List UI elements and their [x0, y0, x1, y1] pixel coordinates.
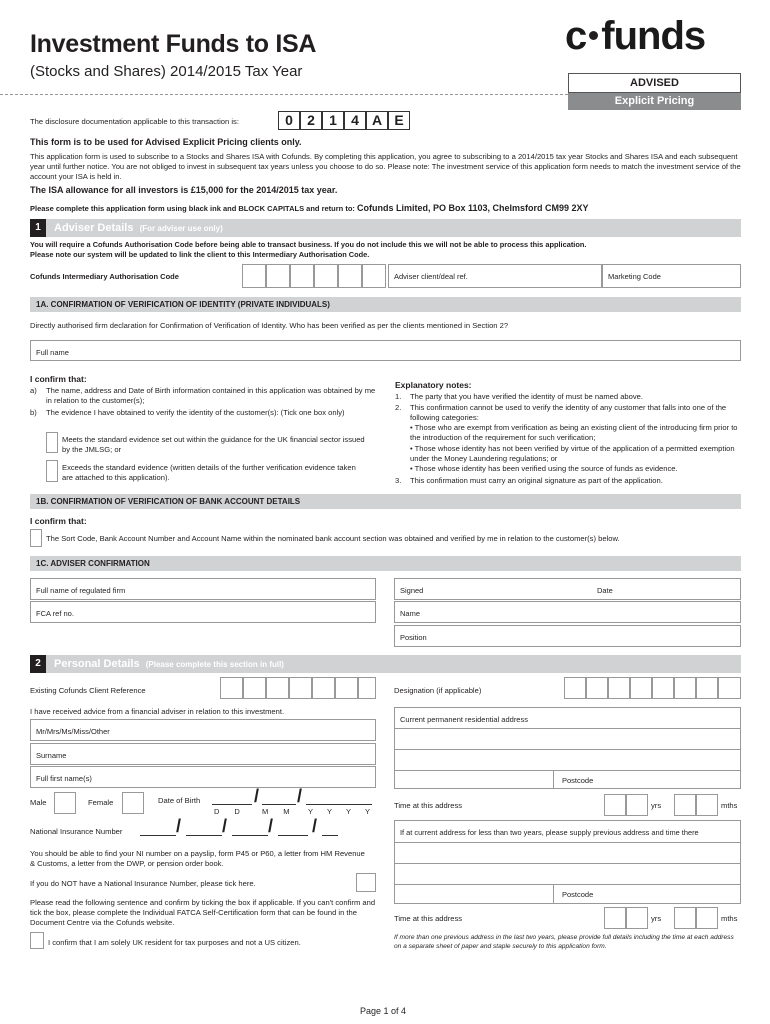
postcode-label: Postcode: [562, 890, 594, 899]
field-label: Current permanent residential address: [400, 715, 528, 724]
auth-code-digit-input[interactable]: [362, 264, 386, 288]
multiple-addresses-note: If more than one previous address in the last two years, please provide full details including the time at each address on a separate sheet of paper and staple securely to this application form.: [394, 934, 734, 950]
client-ref-digit-input[interactable]: [243, 677, 266, 699]
designation-digit-input[interactable]: [608, 677, 630, 699]
client-ref-digit-input[interactable]: [312, 677, 335, 699]
section-title: 1B. CONFIRMATION OF VERIFICATION OF BANK ACCOUNT DETAILS: [36, 497, 301, 506]
field-label: Date: [597, 586, 613, 595]
ni-part-input[interactable]: [232, 824, 268, 836]
ni-part-input[interactable]: [278, 824, 308, 836]
uk-resident-checkbox[interactable]: [30, 932, 44, 949]
divider: [395, 749, 740, 750]
previous-address-field[interactable]: [394, 820, 741, 904]
dob-separator: /: [297, 786, 303, 806]
intro-paragraph: This application form is used to subscribe to a Stocks and Shares ISA with Cofunds. By completing this application, you agree to subscribing to a 2014/2015 tax year Stocks and Shares ISA and each subsequent year until further notice. You are not obliged to invest in subsequent tax years unless you choose to do so. Please note: The investment service of this application form needs to match the investment service of the account your ISA is held in.: [30, 152, 741, 181]
return-instructions: [30, 203, 589, 213]
return-address: Cofunds Limited, PO Box 1103, Chelmsford CM99 2XY: [357, 203, 589, 213]
months-digit-input[interactable]: [696, 794, 718, 816]
exceeds-evidence-checkbox[interactable]: [46, 460, 58, 482]
months-digit-input[interactable]: [674, 794, 696, 816]
section-title: 1A. CONFIRMATION OF VERIFICATION OF IDENTITY (PRIVATE INDIVIDUALS): [36, 300, 330, 309]
disclosure-digit: 2: [300, 111, 322, 130]
list-marker: 1.: [395, 392, 402, 401]
logo-dot-icon: [589, 31, 598, 40]
ni-separator: /: [268, 816, 274, 836]
field-label: Position: [400, 633, 427, 642]
bank-verified-checkbox[interactable]: [30, 529, 42, 547]
standard-evidence-checkbox[interactable]: [46, 432, 58, 453]
section-note: (Please complete this section in full): [145, 660, 284, 669]
ni-separator: /: [176, 816, 182, 836]
auth-code-digit-input[interactable]: [290, 264, 314, 288]
page-title: Investment Funds to ISA: [30, 30, 317, 58]
divider: [395, 842, 740, 843]
section-1a-description: Directly authorised firm declaration for Confirmation of Verification of Identity. Who has been verified as per the clients mentioned in Section 2?: [30, 321, 509, 330]
disclosure-digit: 1: [322, 111, 344, 130]
cofunds-logo: [565, 14, 705, 59]
field-label: Surname: [36, 751, 67, 760]
confirm-item-a: The name, address and Date of Birth information contained in this application was obtained by me in relation to the customer(s);: [46, 386, 376, 405]
section-1b-header: [30, 494, 741, 509]
current-address-field[interactable]: [394, 707, 741, 789]
time-at-address-label: Time at this address: [394, 914, 463, 923]
section-title: [54, 222, 223, 234]
confirm-heading: I confirm that:: [30, 516, 87, 526]
section-1c-header: [30, 556, 741, 571]
standard-evidence-option: Meets the standard evidence set out within the guidance for the UK financial sector issued by the JMLSG; or: [62, 435, 365, 454]
designation-digit-input[interactable]: [652, 677, 674, 699]
years-digit-input[interactable]: [626, 794, 648, 816]
dob-hint-char: D: [214, 807, 221, 816]
ni-label: National Insurance Number: [30, 827, 123, 836]
designation-digit-input[interactable]: [564, 677, 586, 699]
list-marker: a): [30, 386, 37, 395]
regulated-firm-field[interactable]: [30, 578, 376, 600]
client-ref-label: Existing Cofunds Client Reference: [30, 686, 146, 695]
field-label: Signed: [400, 586, 424, 595]
dob-month-hint: [262, 807, 291, 816]
uk-resident-statement: I confirm that I am solely UK resident for tax purposes and not a US citizen.: [48, 938, 301, 947]
surname-field[interactable]: [30, 743, 376, 765]
section-number: 2: [30, 655, 46, 673]
dob-hint-char: Y: [327, 807, 334, 816]
female-label: Female: [88, 798, 114, 807]
confirm-item-b: The evidence I have obtained to verify the identity of the customer(s): (Tick one box only): [46, 408, 345, 417]
explanatory-note-2: This confirmation cannot be used to verify the identity of any customer that falls into one of the following categories:: [410, 403, 727, 422]
field-label: Marketing Code: [608, 272, 661, 281]
section-number: 1: [30, 219, 46, 237]
designation-label: Designation (if applicable): [394, 686, 482, 695]
first-names-field[interactable]: [30, 766, 376, 788]
dob-hint-char: Y: [365, 807, 372, 816]
postcode-label: Postcode: [562, 776, 594, 785]
dob-day-hint: [214, 807, 241, 816]
auth-code-label: Cofunds Intermediary Authorisation Code: [30, 272, 179, 281]
disclosure-digit: E: [388, 111, 410, 130]
page-subtitle: (Stocks and Shares) 2014/2015 Tax Year: [30, 63, 303, 80]
section-title: [54, 658, 284, 670]
logo-text-left: c: [565, 14, 587, 58]
verified-full-name-field[interactable]: [30, 340, 741, 361]
dob-month-input[interactable]: [262, 793, 296, 805]
logo-text-right: funds: [601, 14, 706, 58]
years-digit-input[interactable]: [626, 907, 648, 929]
advice-statement: I have received advice from a financial adviser in relation to this investment.: [30, 707, 285, 716]
explanatory-notes-heading: Explanatory notes:: [395, 380, 472, 390]
auth-code-digit-input[interactable]: [338, 264, 362, 288]
ni-part-input[interactable]: [140, 824, 176, 836]
divider: [553, 770, 554, 789]
field-label: Mr/Mrs/Ms/Miss/Other: [36, 727, 110, 736]
confirm-heading: I confirm that:: [30, 374, 87, 384]
section-note: (For adviser use only): [139, 224, 223, 233]
adviser-position-field[interactable]: [394, 625, 741, 647]
auth-code-digit-input[interactable]: [314, 264, 338, 288]
field-label: FCA ref no.: [36, 609, 74, 618]
auth-code-digit-input[interactable]: [242, 264, 266, 288]
section-title: 1C. ADVISER CONFIRMATION: [36, 559, 150, 568]
divider: [553, 884, 554, 903]
disclosure-label: The disclosure documentation applicable to this transaction is:: [30, 117, 239, 126]
section-2-header: [30, 655, 741, 673]
auth-code-digit-input[interactable]: [266, 264, 290, 288]
page-number: Page 1 of 4: [360, 1006, 407, 1016]
list-marker: 2.: [395, 403, 402, 412]
exemption-bullet-2: • Those whose identity has not been verified by virtue of the application of a permitted exemption under the Money Laundering regulations; or: [410, 444, 735, 463]
explanatory-note-1: The party that you have verified the identity of must be named above.: [410, 392, 644, 401]
divider: [395, 884, 740, 885]
adviser-name-field[interactable]: [394, 601, 741, 623]
exemption-bullet-1: • Those who are exempt from verification as being an existing client of the introducing firm prior to the introduction of the requirement for such verification;: [410, 423, 738, 442]
adviser-client-ref-field[interactable]: [388, 264, 602, 288]
ni-suffix-input[interactable]: [322, 824, 338, 836]
dob-hint-char: M: [283, 807, 291, 816]
divider: [395, 728, 740, 729]
explicit-pricing-badge: Explicit Pricing: [568, 93, 741, 110]
designation-digit-input[interactable]: [630, 677, 652, 699]
list-marker: 3.: [395, 476, 402, 485]
field-label: Full name of regulated firm: [36, 586, 126, 595]
dob-hint-char: D: [234, 807, 241, 816]
authorisation-warning: You will require a Cofunds Authorisation Code before being able to transact business. If you do not include this we will not be able to process this application.: [30, 240, 587, 249]
dob-separator: /: [254, 786, 260, 806]
exemption-bullet-3: • Those whose identity has been verified using the source of funds as evidence.: [410, 464, 678, 473]
fatca-instructions: Please read the following sentence and confirm by ticking the box if applicable. If you can't confirm and tick the box, please complete the Individual FATCA Self-Certification form that can be found in the Document Centre via the Cofunds website.: [30, 898, 376, 927]
time-at-address-label: Time at this address: [394, 801, 463, 810]
field-label: Adviser client/deal ref.: [394, 272, 468, 281]
ni-help-text: You should be able to find your NI number on a payslip, form P45 or P60, a letter from HM Revenue & Customs, a letter from the DWP, or pension order book.: [30, 849, 365, 868]
months-digit-input[interactable]: [696, 907, 718, 929]
dob-hint-char: Y: [346, 807, 353, 816]
signature-field[interactable]: [394, 578, 741, 600]
male-checkbox[interactable]: [54, 792, 76, 814]
disclosure-digit: 4: [344, 111, 366, 130]
dob-year-hint: [308, 807, 371, 816]
field-label: If at current address for less than two years, please supply previous address and time there: [400, 828, 699, 837]
designation-digit-input[interactable]: [586, 677, 608, 699]
explanatory-note-3: This confirmation must carry an original signature as part of the application.: [410, 476, 663, 485]
marketing-code-field[interactable]: [602, 264, 741, 288]
designation-digit-input[interactable]: [696, 677, 718, 699]
exceeds-evidence-option: Exceeds the standard evidence (written details of the further verification evidence taken are attached to this application).: [62, 463, 356, 482]
client-ref-digit-input[interactable]: [335, 677, 358, 699]
disclosure-digit: A: [366, 111, 388, 130]
section-1a-header: [30, 297, 741, 312]
field-label: Name: [400, 609, 421, 618]
title-field[interactable]: [30, 719, 376, 741]
years-label: yrs: [651, 801, 662, 810]
field-label: Full name: [36, 348, 69, 357]
bank-verification-statement: The Sort Code, Bank Account Number and Account Name within the nominated bank account section was obtained and verified by me in relation to the customer(s) below.: [46, 534, 620, 543]
return-prefix: Please complete this application form using black ink and BLOCK CAPITALS and return to:: [30, 204, 355, 213]
months-digit-input[interactable]: [674, 907, 696, 929]
male-label: Male: [30, 798, 47, 807]
fca-ref-field[interactable]: [30, 601, 376, 623]
section-title-text: Personal Details: [54, 658, 140, 670]
no-ni-label: If you do NOT have a National Insurance Number, please tick here.: [30, 879, 256, 888]
client-ref-digit-input[interactable]: [220, 677, 243, 699]
client-ref-digit-input[interactable]: [358, 677, 376, 699]
disclosure-digit: 0: [278, 111, 300, 130]
designation-digit-input[interactable]: [674, 677, 696, 699]
dob-hint-char: M: [262, 807, 270, 816]
isa-allowance: The ISA allowance for all investors is £15,000 for the 2014/2015 tax year.: [30, 185, 338, 195]
divider: [395, 770, 740, 771]
ni-separator: /: [222, 816, 228, 836]
section-title-text: Adviser Details: [54, 222, 134, 234]
months-label: mths: [721, 801, 738, 810]
years-label: yrs: [651, 914, 662, 923]
years-digit-input[interactable]: [604, 907, 626, 929]
section-1-header: [30, 219, 741, 237]
months-label: mths: [721, 914, 738, 923]
years-digit-input[interactable]: [604, 794, 626, 816]
authorisation-note: Please note our system will be updated to link the client to this Intermediary Authorisation Code.: [30, 250, 370, 259]
list-marker: b): [30, 408, 37, 417]
dob-label: Date of Birth: [158, 796, 201, 805]
ni-part-input[interactable]: [186, 824, 222, 836]
advised-badge: ADVISED: [568, 73, 741, 93]
field-label: Full first name(s): [36, 774, 92, 783]
client-ref-digit-input[interactable]: [266, 677, 289, 699]
header-divider: [0, 94, 568, 95]
dob-day-input[interactable]: [212, 793, 252, 805]
female-checkbox[interactable]: [122, 792, 144, 814]
dob-hint-char: Y: [308, 807, 315, 816]
designation-digit-input[interactable]: [718, 677, 741, 699]
client-ref-digit-input[interactable]: [289, 677, 312, 699]
ni-separator: /: [312, 816, 318, 836]
dob-year-input[interactable]: [306, 793, 372, 805]
form-usage-note: This form is to be used for Advised Explicit Pricing clients only.: [30, 137, 302, 147]
divider: [395, 863, 740, 864]
no-ni-checkbox[interactable]: [356, 873, 376, 892]
